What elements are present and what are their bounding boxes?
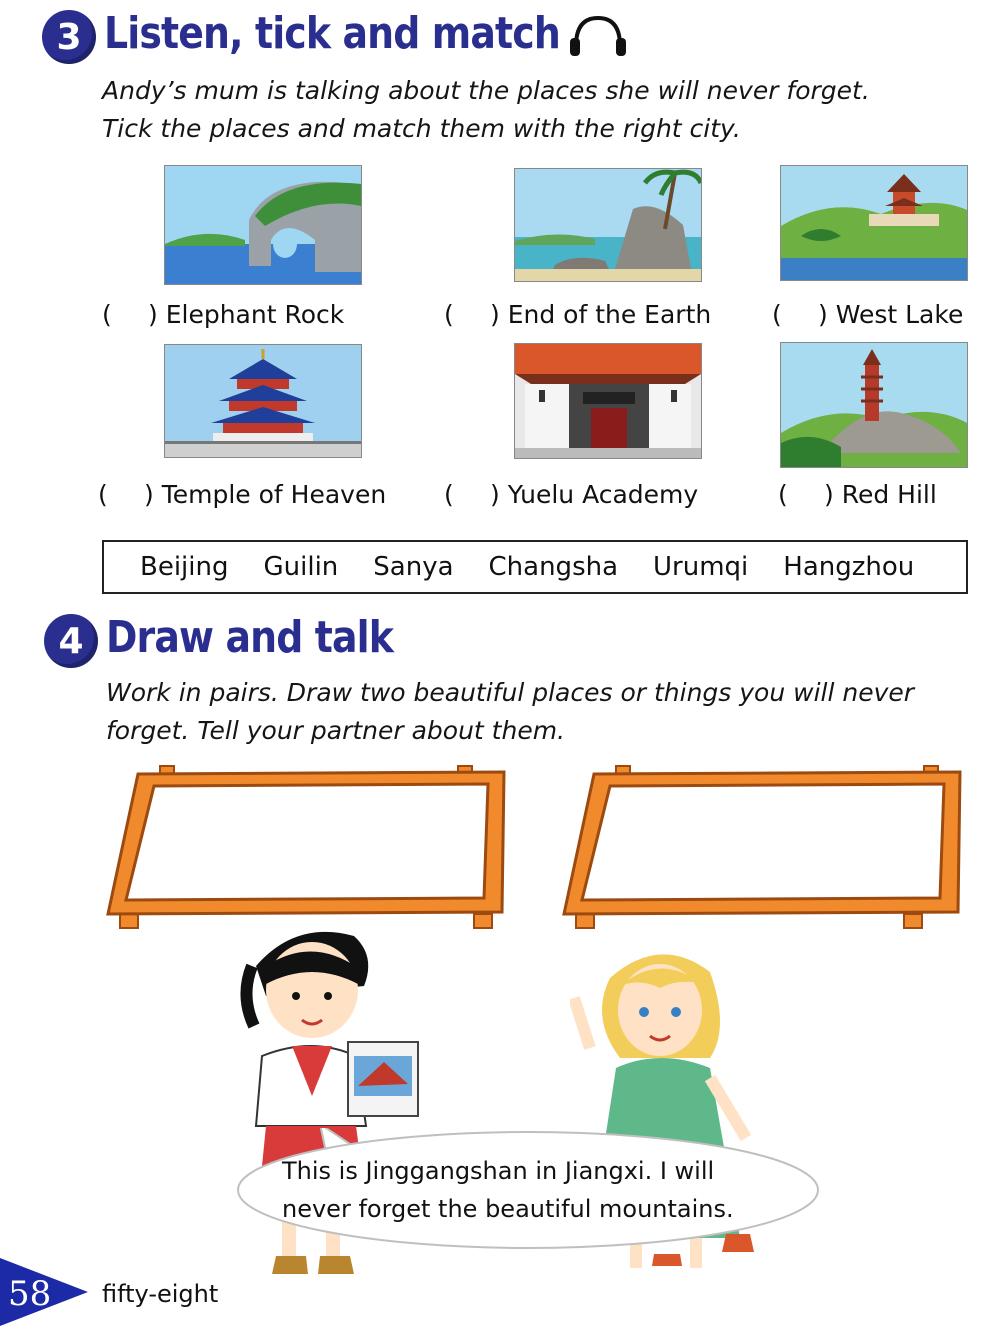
caption-elephant-rock (102, 300, 344, 329)
drawing-frame-left[interactable] (104, 764, 514, 934)
caption-end-of-the-earth (444, 300, 711, 329)
city-urumqi: Urumqi (653, 552, 749, 582)
city-changsha: Changsha (488, 552, 619, 582)
caption-temple-of-heaven (98, 480, 386, 509)
caption-yuelu-academy (444, 480, 698, 509)
city-sanya: Sanya (373, 552, 454, 582)
city-beijing: Beijing (140, 552, 229, 582)
tick-box-yuelu-academy[interactable]: ( (444, 480, 454, 509)
end-of-the-earth-picture (514, 168, 702, 282)
west-lake-picture (780, 165, 968, 281)
caption-west-lake (772, 300, 963, 329)
temple-of-heaven-picture (164, 344, 362, 458)
city-hangzhou: Hangzhou (783, 552, 915, 582)
section-3-instruction-line-2: Tick the places and match them with the right city. (102, 114, 741, 143)
place-label: ) Temple of Heaven (144, 480, 387, 509)
headphones-icon (566, 12, 630, 64)
tick-box-red-hill[interactable]: ( (778, 480, 788, 509)
speech-line-1: This is Jinggangshan in Jiangxi. I will (282, 1157, 715, 1185)
section-4-instruction-line-1: Work in pairs. Draw two beautiful places or things you will never (106, 678, 915, 707)
place-label: ) West Lake (818, 300, 964, 329)
section-3-instruction-line-1: Andy’s mum is talking about the places she will never forget. (102, 76, 870, 105)
red-hill-picture (780, 342, 968, 468)
place-label: ) Red Hill (824, 480, 937, 509)
elephant-rock-picture (164, 165, 362, 285)
yuelu-academy-picture (514, 343, 702, 459)
tick-box-west-lake[interactable]: ( (772, 300, 782, 329)
section-3-title: Listen, tick and match (104, 8, 560, 59)
caption-red-hill (778, 480, 937, 509)
section-4-number-badge: 4 (44, 614, 98, 668)
city-guilin: Guilin (263, 552, 339, 582)
page-number-words: fifty-eight (102, 1280, 219, 1308)
drawing-frame-right[interactable] (560, 764, 970, 934)
speech-line-2: never forget the beautiful mountains. (282, 1195, 734, 1223)
page-number: 58 (8, 1274, 52, 1314)
place-label: ) Elephant Rock (148, 300, 345, 329)
section-4-instruction-line-2: forget. Tell your partner about them. (106, 716, 566, 745)
city-word-box (102, 540, 968, 594)
tick-box-elephant-rock[interactable]: ( (102, 300, 112, 329)
place-label: ) Yuelu Academy (490, 480, 699, 509)
speech-bubble (236, 1128, 820, 1250)
place-label: ) End of the Earth (490, 300, 712, 329)
tick-box-temple-of-heaven[interactable]: ( (98, 480, 108, 509)
tick-box-end-of-the-earth[interactable]: ( (444, 300, 454, 329)
section-3-number-badge: 3 (42, 10, 96, 64)
section-4-title: Draw and talk (106, 612, 394, 663)
